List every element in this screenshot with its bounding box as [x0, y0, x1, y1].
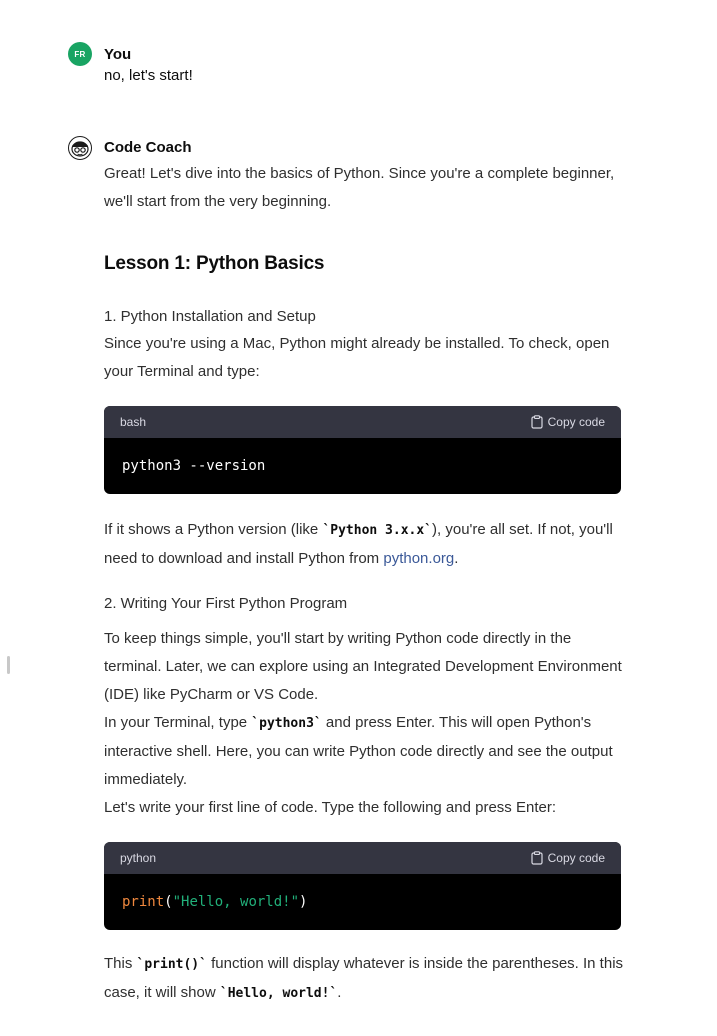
inline-code-hello-world: `Hello, world!`: [219, 986, 338, 1001]
code-language-label: bash: [120, 415, 147, 429]
assistant-author-name: Code Coach: [104, 139, 192, 156]
followup-text-2: ), you're all set. If not, you'll need to download and install Python from: [104, 521, 613, 567]
step-1-followup: [104, 516, 624, 573]
code-paren-open: (: [164, 894, 173, 910]
code-language-label: python: [120, 851, 157, 865]
step-1-title: 1. Python Installation and Setup: [104, 308, 316, 325]
code-function: print: [122, 894, 165, 910]
robot-face-icon: [69, 137, 91, 159]
terminal-text-2: and press Enter. This will open Python's interactive shell. Here, you can write Python code directly and see the output immediately.: [104, 714, 613, 788]
step-2-paragraph: To keep things simple, you'll start by writing Python code directly in the terminal. Later, we can explore using an Integrated Development Environment (IDE) like PyCharm or VS Code.: [104, 630, 622, 703]
lesson-heading: Lesson 1: Python Basics: [104, 253, 325, 274]
step-1-paragraph: Since you're using a Mac, Python might already be installed. To check, open your Terminal and type:: [104, 335, 610, 380]
copy-code-button[interactable]: [531, 408, 605, 436]
user-avatar: FR: [68, 42, 92, 66]
inline-code-python-version: `Python 3.x.x`: [322, 523, 433, 538]
inline-code-python3: `python3`: [251, 716, 322, 731]
code-string: "Hello, world!": [172, 894, 300, 910]
final-text-3: .: [337, 984, 342, 1001]
copy-code-button[interactable]: [531, 844, 605, 872]
followup-text-3: .: [454, 550, 459, 567]
step-2-paragraph-3: Let's write your first line of code. Type the following and press Enter:: [104, 799, 556, 816]
code-block-header: [104, 406, 621, 438]
user-message-text: no, let's start!: [104, 67, 193, 84]
intro-paragraph: Great! Let's dive into the basics of Python. Since you're a complete beginner, we'll start from the very beginning.: [104, 165, 615, 210]
clipboard-icon: [531, 415, 543, 429]
final-text-2: function will display whatever is inside the parentheses. In this case, it will show: [104, 955, 624, 1001]
final-paragraph: [104, 950, 624, 1008]
inline-code-print: `print()`: [136, 957, 207, 972]
final-text-1: This: [104, 955, 137, 972]
followup-text-1: If it shows a Python version (like: [104, 521, 323, 538]
code-content: [104, 874, 621, 930]
assistant-message-content: [104, 160, 624, 1008]
copy-code-label: Copy code: [547, 851, 605, 865]
clipboard-icon: [531, 851, 543, 865]
python-code-block: [104, 842, 621, 930]
bash-code-block: [104, 406, 621, 494]
code-paren-close: ): [299, 894, 308, 910]
code-coach-avatar: [68, 136, 92, 160]
step-2-paragraph-2: [104, 709, 624, 794]
step-2-title: 2. Writing Your First Python Program: [104, 595, 348, 612]
scrollbar-handle[interactable]: [7, 656, 10, 674]
user-author-name: You: [104, 46, 132, 63]
code-block-header: [104, 842, 621, 874]
copy-code-label: Copy code: [547, 415, 605, 429]
code-content: python3 --version: [122, 458, 266, 474]
python-org-link[interactable]: python.org: [383, 550, 455, 567]
terminal-text-1: In your Terminal, type: [104, 714, 252, 731]
